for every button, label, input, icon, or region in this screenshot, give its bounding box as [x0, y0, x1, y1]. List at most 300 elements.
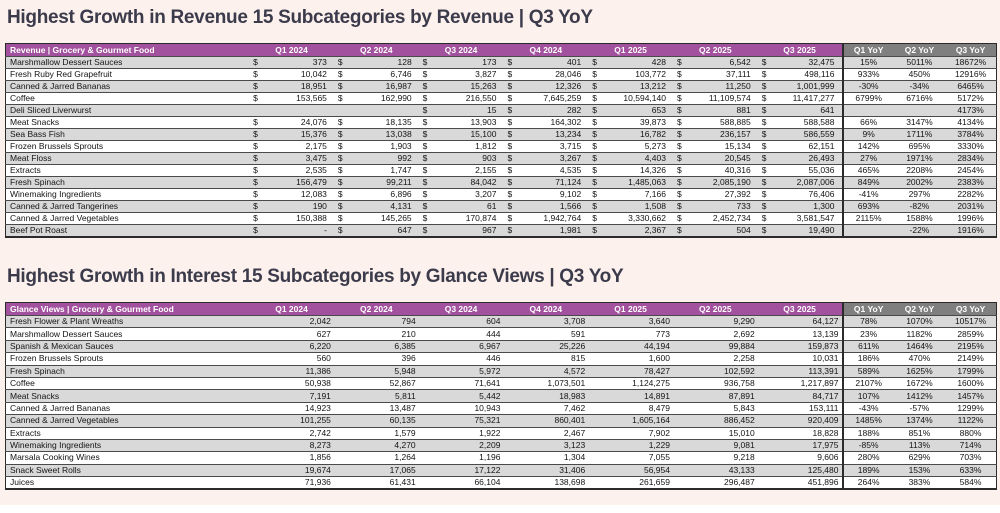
value-cell	[503, 105, 588, 117]
table-row	[6, 452, 997, 464]
dollar-sign: $	[592, 165, 597, 175]
value-cell	[419, 213, 504, 225]
dollar-sign: $	[337, 141, 343, 151]
value-cell: 5,972	[419, 365, 504, 377]
value-cell	[673, 153, 758, 165]
dollar-sign: $	[592, 81, 597, 91]
value-cell: 296,487	[673, 477, 758, 490]
value-cell: 591	[503, 328, 588, 340]
value-number: 11,417,277	[792, 93, 835, 103]
dollar-sign: $	[507, 69, 513, 79]
quarter-header: Q2 2024	[334, 303, 419, 316]
yoy-cell: 1374%	[894, 415, 945, 427]
value-number: 145,265	[380, 213, 412, 223]
value-cell: 3,640	[588, 316, 673, 328]
value-cell: 43,133	[673, 464, 758, 476]
value-cell	[503, 177, 588, 189]
value-number: 18,135	[385, 117, 412, 127]
value-cell	[673, 69, 758, 81]
quarter-header: Q2 2025	[673, 44, 758, 57]
value-cell: 125,480	[758, 464, 843, 476]
value-cell	[419, 225, 504, 238]
value-number: 6,746	[390, 69, 412, 79]
value-cell: 13,139	[758, 328, 843, 340]
value-cell	[334, 153, 419, 165]
value-number: 401	[567, 57, 582, 67]
table-row	[6, 390, 997, 402]
quarter-header: Q3 2025	[758, 303, 843, 316]
yoy-cell: 589%	[843, 365, 894, 377]
value-cell	[334, 117, 419, 129]
value-number: 11,109,574	[708, 93, 751, 103]
value-cell	[673, 141, 758, 153]
value-cell	[588, 213, 673, 225]
value-number: 586,559	[803, 129, 835, 139]
value-cell	[249, 213, 334, 225]
yoy-cell: 297%	[894, 189, 945, 201]
yoy-cell: 2107%	[843, 377, 894, 389]
value-cell: 15,010	[673, 427, 758, 439]
value-cell: 66,104	[419, 477, 504, 490]
value-cell: 52,867	[334, 377, 419, 389]
yoy-cell: 2834%	[945, 153, 996, 165]
yoy-cell: 1122%	[945, 415, 996, 427]
table-row	[6, 328, 997, 340]
yoy-cell: 3147%	[894, 117, 945, 129]
dollar-sign: $	[592, 57, 597, 67]
revenue-section	[5, 6, 997, 238]
yoy-cell: 880%	[945, 427, 996, 439]
value-number: 150,388	[296, 213, 327, 223]
value-number: 3,715	[559, 141, 582, 151]
dollar-sign: $	[761, 105, 767, 115]
value-cell	[334, 177, 419, 189]
value-cell: 11,386	[249, 365, 334, 377]
value-cell	[503, 69, 588, 81]
value-cell	[588, 129, 673, 141]
value-cell: 71,641	[419, 377, 504, 389]
value-number: 6,896	[390, 189, 412, 199]
value-cell	[249, 189, 334, 201]
value-cell	[673, 213, 758, 225]
dollar-sign: $	[507, 105, 513, 115]
value-cell: 7,902	[588, 427, 673, 439]
row-label: Canned & Jarred Tangerines	[6, 201, 250, 213]
yoy-cell: 66%	[843, 117, 894, 129]
value-cell: 3,708	[503, 316, 588, 328]
value-cell	[588, 153, 673, 165]
yoy-cell: 3330%	[945, 141, 996, 153]
glance-views-report-title: Highest Growth in Interest 15 Subcategories by Glance Views | Q3 YoY	[7, 266, 624, 287]
value-number: 37,111	[725, 69, 751, 79]
value-cell	[419, 69, 504, 81]
value-number: 3,475	[305, 153, 327, 163]
dollar-sign: $	[253, 57, 258, 67]
yoy-cell: 2002%	[894, 177, 945, 189]
value-cell	[673, 57, 758, 69]
yoy-cell: -34%	[894, 81, 945, 93]
yoy-cell: -82%	[894, 201, 945, 213]
table-row	[6, 377, 997, 389]
yoy-cell: 1464%	[894, 340, 945, 352]
value-cell	[503, 153, 588, 165]
value-number: 190	[312, 201, 327, 211]
row-label: Marsala Cooking Wines	[6, 452, 250, 464]
value-number: 2,155	[475, 165, 497, 175]
yoy-cell: 693%	[843, 201, 894, 213]
dollar-sign: $	[592, 129, 597, 139]
value-number: 2,087,006	[796, 177, 835, 187]
value-cell	[419, 201, 504, 213]
yoy-cell: 1996%	[945, 213, 996, 225]
quarter-header: Q3 2024	[419, 303, 504, 316]
table-row	[6, 365, 997, 377]
glance-views-table-header-row	[6, 303, 997, 316]
dollar-sign: $	[253, 129, 258, 139]
dollar-sign: $	[507, 165, 513, 175]
value-cell: 2,692	[673, 328, 758, 340]
dollar-sign: $	[253, 165, 258, 175]
row-label: Coffee	[6, 93, 250, 105]
value-cell: 1,124,275	[588, 377, 673, 389]
value-number: 1,566	[559, 201, 582, 211]
value-cell	[419, 177, 504, 189]
value-number: 11,250	[725, 81, 751, 91]
value-cell: 17,122	[419, 464, 504, 476]
value-cell: 9,606	[758, 452, 843, 464]
value-cell: 794	[334, 316, 419, 328]
value-cell	[503, 201, 588, 213]
yoy-cell: 153%	[894, 464, 945, 476]
value-cell	[419, 153, 504, 165]
yoy-cell: 15%	[843, 57, 894, 69]
yoy-cell: 2859%	[945, 328, 996, 340]
value-cell: 1,073,501	[503, 377, 588, 389]
value-cell: 1,605,164	[588, 415, 673, 427]
value-cell: 444	[419, 328, 504, 340]
dollar-sign: $	[761, 69, 767, 79]
value-number: 216,550	[465, 93, 497, 103]
dollar-sign: $	[507, 189, 513, 199]
value-cell	[334, 141, 419, 153]
value-cell: 19,674	[249, 464, 334, 476]
dollar-sign: $	[592, 189, 597, 199]
value-cell	[758, 177, 843, 189]
value-cell: 4,270	[334, 439, 419, 451]
value-cell	[419, 165, 504, 177]
value-cell	[588, 201, 673, 213]
value-cell	[419, 129, 504, 141]
dollar-sign: $	[422, 213, 428, 223]
value-cell	[503, 93, 588, 105]
value-cell: 2,467	[503, 427, 588, 439]
row-label: Fresh Flower & Plant Wreaths	[6, 316, 250, 328]
dollar-sign: $	[761, 129, 767, 139]
row-label: Extracts	[6, 427, 250, 439]
value-cell	[673, 225, 758, 238]
dollar-sign: $	[761, 225, 767, 235]
value-cell	[419, 93, 504, 105]
quarter-header: Q2 2024	[334, 44, 419, 57]
value-cell: 138,698	[503, 477, 588, 490]
value-number: 12,083	[300, 189, 327, 199]
yoy-cell: 189%	[843, 464, 894, 476]
value-cell: 25,226	[503, 340, 588, 352]
yoy-cell: 18672%	[945, 57, 996, 69]
dollar-sign: $	[337, 93, 343, 103]
dollar-sign: $	[761, 81, 767, 91]
value-cell: 7,191	[249, 390, 334, 402]
dollar-sign: $	[337, 165, 343, 175]
dollar-sign: $	[422, 165, 428, 175]
yoy-cell: -85%	[843, 439, 894, 451]
yoy-header: Q3 YoY	[945, 44, 996, 57]
dollar-sign: $	[761, 57, 767, 67]
dollar-sign: $	[507, 225, 513, 235]
value-number: 61	[486, 201, 497, 211]
value-cell: 1,217,897	[758, 377, 843, 389]
value-number: 1,485,063	[628, 177, 666, 187]
value-cell: 5,843	[673, 402, 758, 414]
row-label: Snack Sweet Rolls	[6, 464, 250, 476]
value-number: 2,085,190	[712, 177, 751, 187]
table-row	[6, 81, 997, 93]
value-cell	[334, 165, 419, 177]
value-cell	[758, 201, 843, 213]
value-number: 428	[651, 57, 666, 67]
value-cell	[249, 57, 334, 69]
quarter-header: Q3 2025	[758, 44, 843, 57]
value-cell	[758, 69, 843, 81]
yoy-cell: 1182%	[894, 328, 945, 340]
value-number: 1,903	[390, 141, 412, 151]
value-number: 881	[736, 105, 751, 115]
dollar-sign: $	[761, 141, 767, 151]
dollar-sign: $	[507, 177, 513, 187]
value-cell: 5,948	[334, 365, 419, 377]
yoy-cell: -22%	[894, 225, 945, 238]
value-cell: 2,042	[249, 316, 334, 328]
value-cell: 44,194	[588, 340, 673, 352]
yoy-header: Q2 YoY	[894, 303, 945, 316]
value-number: 373	[312, 57, 327, 67]
value-cell	[249, 105, 334, 117]
glance-views-section	[5, 265, 997, 490]
row-label: Marshmallow Dessert Sauces	[6, 328, 250, 340]
value-number: 3,207	[475, 189, 497, 199]
yoy-cell: 5172%	[945, 93, 996, 105]
value-number: 1,001,999	[796, 81, 835, 91]
value-cell	[673, 93, 758, 105]
value-cell	[758, 225, 843, 238]
revenue-table	[5, 43, 997, 238]
row-label: Sea Bass Fish	[6, 129, 250, 141]
yoy-cell: 1971%	[894, 153, 945, 165]
value-cell	[334, 93, 419, 105]
value-cell: 14,891	[588, 390, 673, 402]
yoy-cell: 264%	[843, 477, 894, 490]
yoy-cell: 1672%	[894, 377, 945, 389]
dollar-sign: $	[422, 201, 428, 211]
dollar-sign: $	[337, 177, 343, 187]
table-row	[6, 69, 997, 81]
value-cell	[249, 69, 334, 81]
dollar-sign: $	[422, 129, 428, 139]
value-cell: 5,811	[334, 390, 419, 402]
yoy-cell: 714%	[945, 439, 996, 451]
value-number: 3,330,662	[628, 213, 666, 223]
yoy-cell: 3784%	[945, 129, 996, 141]
yoy-cell: 1588%	[894, 213, 945, 225]
value-cell	[758, 57, 843, 69]
value-number: 1,812	[475, 141, 497, 151]
dollar-sign: $	[253, 69, 258, 79]
yoy-cell: 2149%	[945, 353, 996, 365]
value-cell	[673, 129, 758, 141]
dollar-sign: $	[422, 81, 428, 91]
value-cell	[588, 165, 673, 177]
dollar-sign: $	[337, 81, 343, 91]
table-row	[6, 353, 997, 365]
value-cell: 10,031	[758, 353, 843, 365]
value-cell: 4,572	[503, 365, 588, 377]
value-cell	[673, 105, 758, 117]
dollar-sign: $	[676, 225, 682, 235]
value-cell	[334, 225, 419, 238]
yoy-cell: 10517%	[945, 316, 996, 328]
value-cell	[249, 93, 334, 105]
value-cell	[503, 81, 588, 93]
value-number: 153,565	[296, 93, 327, 103]
dollar-sign: $	[253, 153, 258, 163]
value-cell: 8,273	[249, 439, 334, 451]
value-cell: 10,943	[419, 402, 504, 414]
value-cell: 84,717	[758, 390, 843, 402]
value-cell	[503, 165, 588, 177]
dollar-sign: $	[337, 201, 343, 211]
yoy-cell: 470%	[894, 353, 945, 365]
dollar-sign: $	[422, 105, 428, 115]
value-cell: 56,954	[588, 464, 673, 476]
yoy-cell: 1916%	[945, 225, 996, 238]
dollar-sign: $	[676, 69, 682, 79]
value-cell: 6,220	[249, 340, 334, 352]
yoy-cell: 1711%	[894, 129, 945, 141]
row-label: Fresh Ruby Red Grapefruit	[6, 69, 250, 81]
yoy-cell: 584%	[945, 477, 996, 490]
value-number: 27,392	[724, 189, 751, 199]
value-number: 1,508	[644, 201, 666, 211]
yoy-cell: 2208%	[894, 165, 945, 177]
dollar-sign: $	[592, 225, 597, 235]
yoy-cell: 280%	[843, 452, 894, 464]
dollar-sign: $	[761, 153, 767, 163]
dollar-sign: $	[337, 57, 343, 67]
yoy-cell: -30%	[843, 81, 894, 93]
table-header-label: Revenue | Grocery & Gourmet Food	[6, 44, 250, 57]
yoy-cell: 450%	[894, 69, 945, 81]
value-cell	[249, 225, 334, 238]
value-cell	[758, 153, 843, 165]
table-row	[6, 201, 997, 213]
yoy-cell: 851%	[894, 427, 945, 439]
dollar-sign: $	[592, 177, 597, 187]
dollar-sign: $	[676, 189, 682, 199]
value-cell: 7,462	[503, 402, 588, 414]
value-cell: 2,742	[249, 427, 334, 439]
value-cell: 101,255	[249, 415, 334, 427]
value-cell	[334, 69, 419, 81]
value-cell	[588, 57, 673, 69]
yoy-cell: 12916%	[945, 69, 996, 81]
quarter-header: Q1 2024	[249, 44, 334, 57]
value-cell: 1,579	[334, 427, 419, 439]
dollar-sign: $	[253, 93, 258, 103]
yoy-cell: 695%	[894, 141, 945, 153]
value-cell: 920,409	[758, 415, 843, 427]
yoy-cell: 4173%	[945, 105, 996, 117]
value-number: 10,594,140	[623, 93, 666, 103]
yoy-cell: 6799%	[843, 93, 894, 105]
value-cell: 3,123	[503, 439, 588, 451]
row-label: Frozen Brussels Sprouts	[6, 353, 250, 365]
table-row	[6, 177, 997, 189]
table-row	[6, 439, 997, 451]
dollar-sign: $	[422, 189, 428, 199]
yoy-cell: 5011%	[894, 57, 945, 69]
dollar-sign: $	[422, 69, 428, 79]
value-cell: 17,065	[334, 464, 419, 476]
row-label: Juices	[6, 477, 250, 490]
value-cell	[673, 117, 758, 129]
row-label: Meat Snacks	[6, 117, 250, 129]
yoy-cell: 6465%	[945, 81, 996, 93]
value-number: 13,903	[470, 117, 497, 127]
value-number: 128	[397, 57, 412, 67]
value-number: 588,885	[720, 117, 751, 127]
dollar-sign: $	[592, 93, 597, 103]
value-cell: 9,290	[673, 316, 758, 328]
value-cell	[334, 129, 419, 141]
yoy-header: Q1 YoY	[843, 303, 894, 316]
dollar-sign: $	[592, 213, 597, 223]
yoy-cell: 2195%	[945, 340, 996, 352]
table-row	[6, 316, 997, 328]
value-number: 3,827	[475, 69, 497, 79]
value-number: 18,951	[300, 81, 327, 91]
table-row	[6, 213, 997, 225]
row-label: Canned & Jarred Vegetables	[6, 213, 250, 225]
value-cell	[673, 165, 758, 177]
dollar-sign: $	[761, 165, 767, 175]
table-row	[6, 117, 997, 129]
value-number: 13,038	[385, 129, 412, 139]
value-cell	[249, 177, 334, 189]
table-row	[6, 189, 997, 201]
row-label: Meat Snacks	[6, 390, 250, 402]
row-label: Extracts	[6, 165, 250, 177]
value-cell	[673, 177, 758, 189]
yoy-cell: 2031%	[945, 201, 996, 213]
row-label: Frozen Brussels Sprouts	[6, 141, 250, 153]
yoy-cell: 383%	[894, 477, 945, 490]
value-cell	[419, 117, 504, 129]
dollar-sign: $	[507, 141, 513, 151]
dollar-sign: $	[676, 93, 682, 103]
revenue-table-header-row	[6, 44, 997, 57]
row-label: Canned & Jarred Bananas	[6, 402, 250, 414]
dollar-sign: $	[761, 189, 767, 199]
